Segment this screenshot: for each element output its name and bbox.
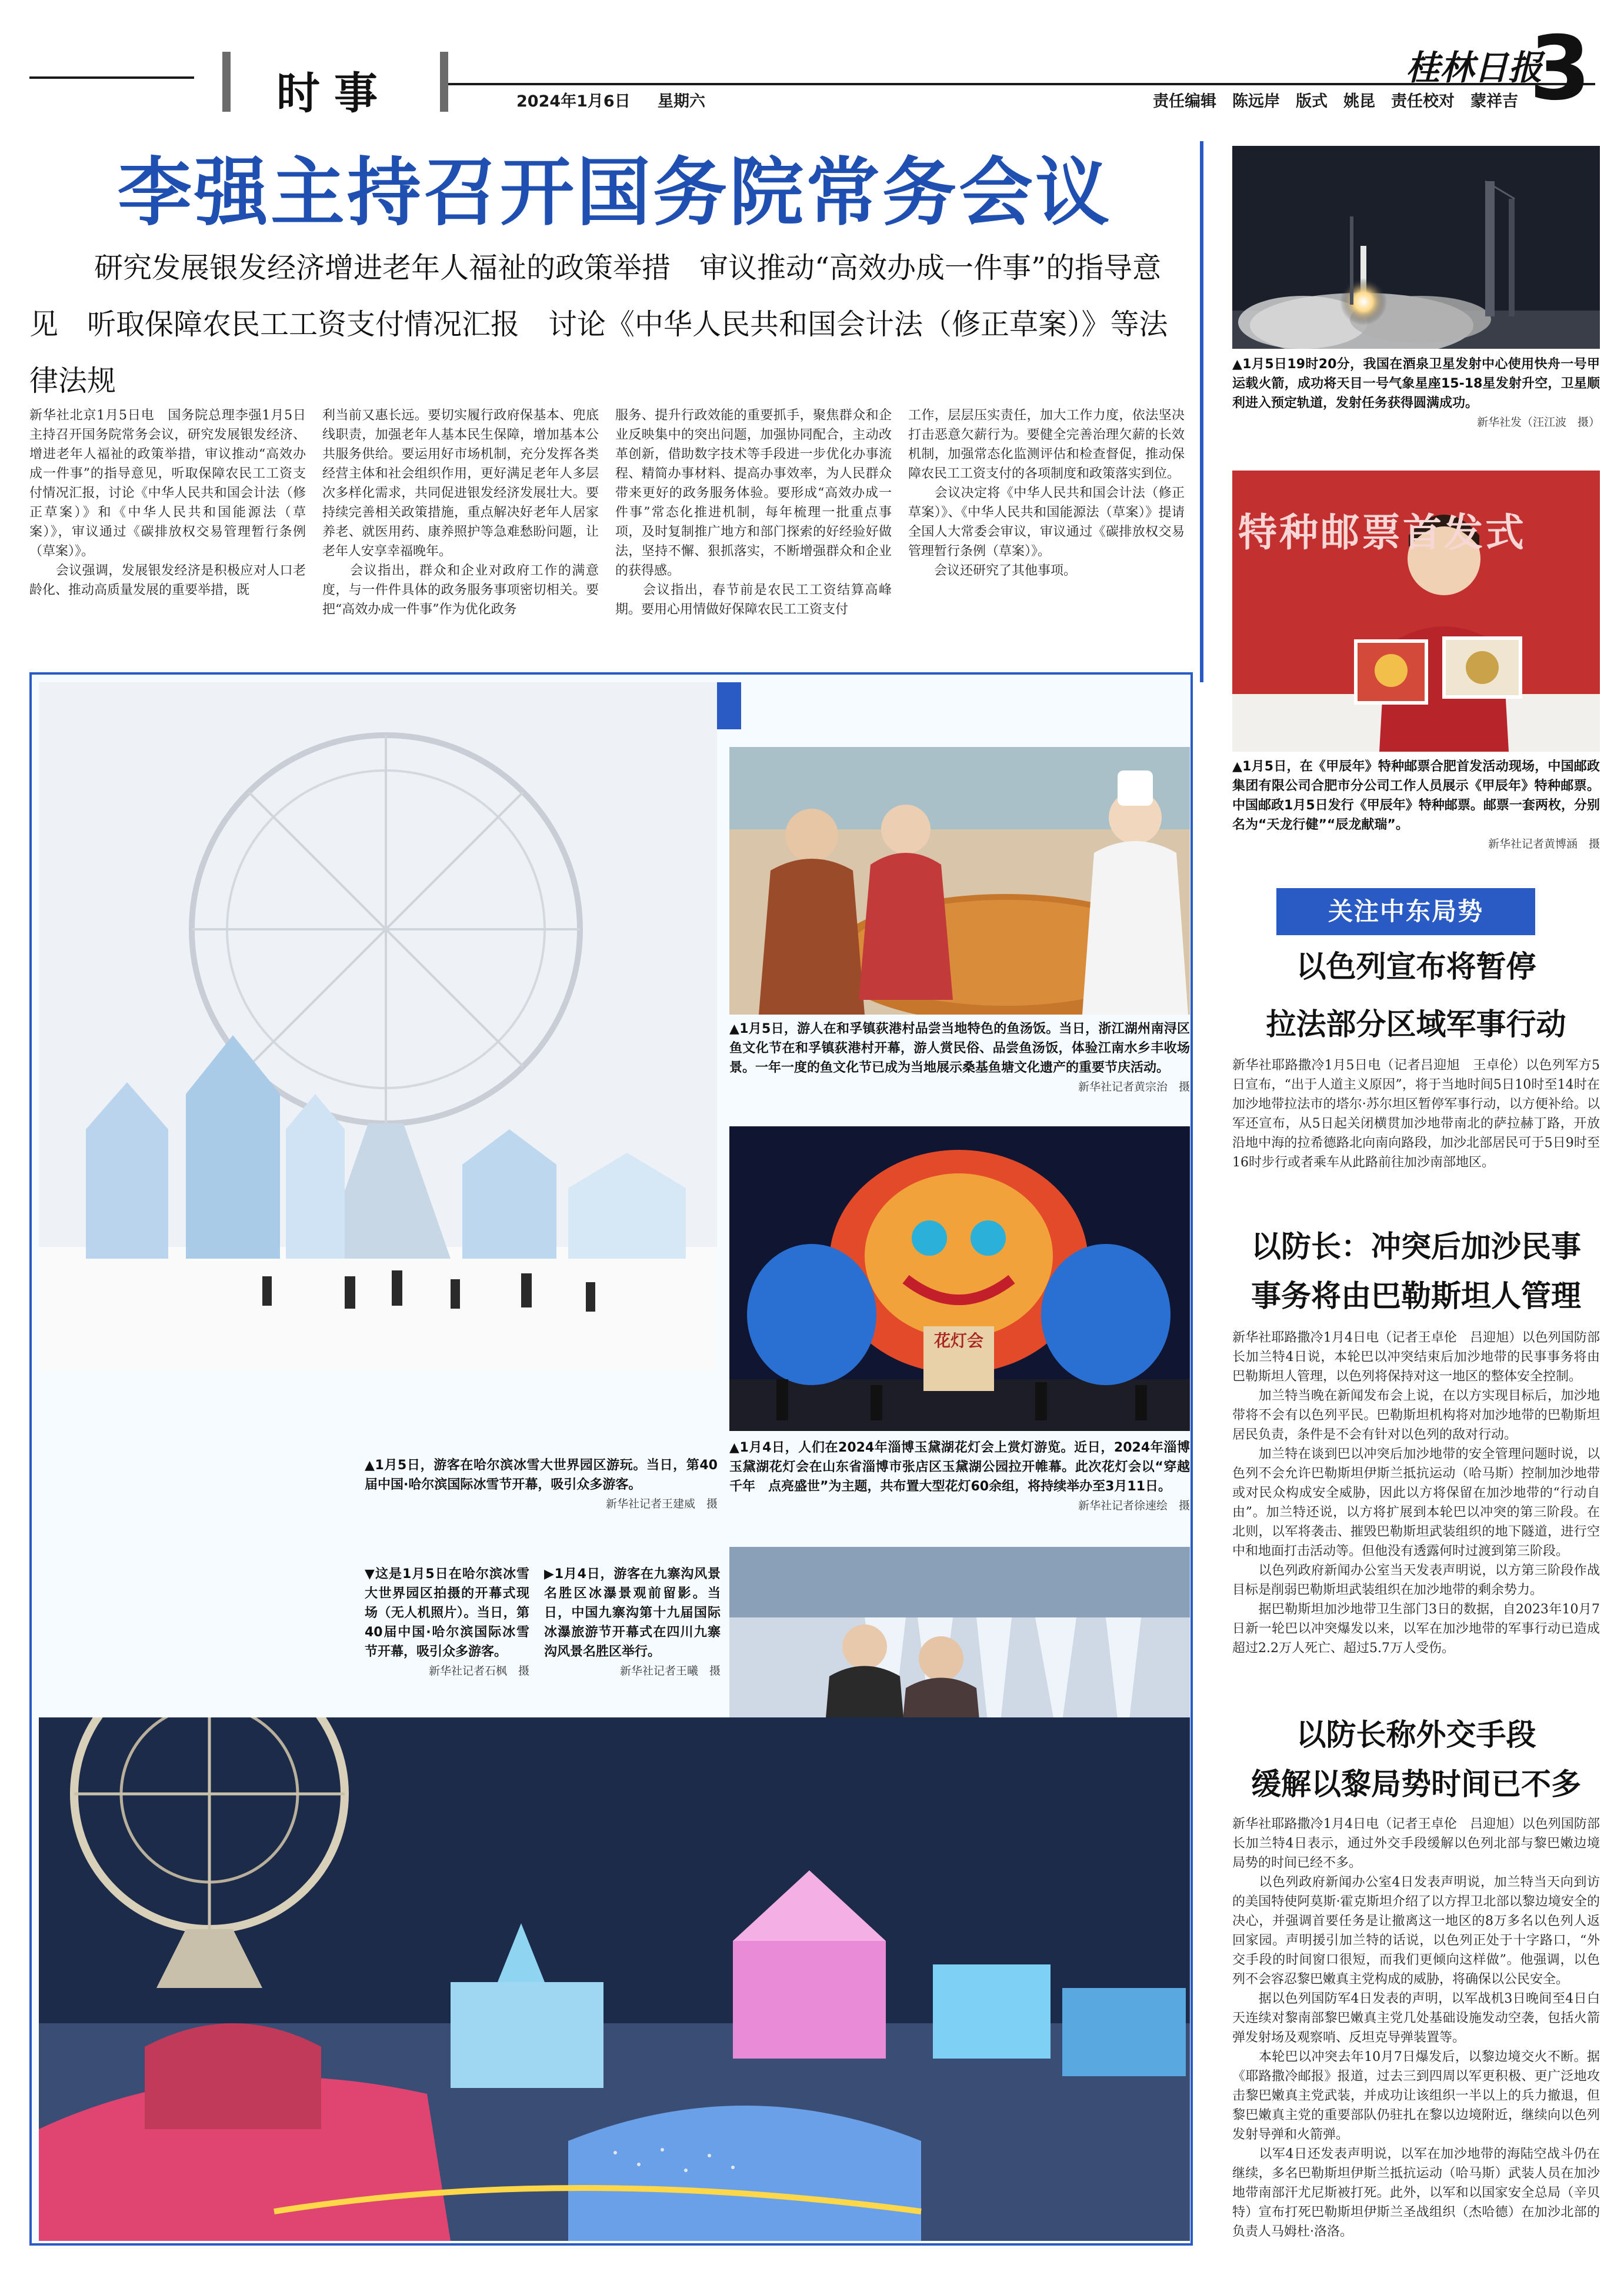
drone-night-illustration <box>39 1717 1190 2241</box>
mideast-article2-title-line2: 事务将由巴勒斯坦人管理 <box>1250 1279 1581 1314</box>
masthead-bar-left <box>222 52 231 112</box>
fish-festival-photo <box>729 747 1190 1015</box>
fish-festival-illustration <box>729 747 1190 1015</box>
drone-night-photo <box>39 1717 1190 2241</box>
lantern-festival-credit: 新华社记者徐速绘 摄 <box>1078 1499 1190 1512</box>
lantern-sign: 花灯会 <box>933 1331 983 1350</box>
lead-column-1: 新华社北京1月5日电 国务院总理李强1月5日主持召开国务院常务会议，研究发展银发经济、增进老年人福祉的政策举措，审议推动“高效办成一件事”的指导意见，听取保障农民工工资支付情况汇报，讨论《中华人民共和国会计法（修正草案）》和《中华人民共和国能源法（草案）》，审议通过《碳排放权交易管理暂行条例（草案）》。 会议强调，发展银发经济是积极应对人口老龄化、推动高质量发展的重要举措，既 <box>29 408 306 598</box>
lead-column-2: 利当前又惠长远。要切实履行政府保基本、兜底线职责，加强老年人基本民生保障，增加基本公共服务供给。要运用好市场机制，充分发挥各类经营主体和社会组织作用，更好满足老年人多层次多样化需求，共同促进银发经济发展壮大。要持续完善相关政策措施，重点解决好老年人居家养老、就医用药、康养照护等急难愁盼问题，让老年人安享幸福晚年。 会议指出，群众和企业对政府工作的满意度，与一件件具体的政务服务事项密切相关。要把“高效办成一件事”作为优化政务 <box>322 408 599 617</box>
masthead <box>0 0 1624 141</box>
masthead-rule-left <box>29 76 194 79</box>
mideast-article3-title-line1: 以防长称外交手段 <box>1296 1718 1536 1753</box>
lead-headline: 李强主持召开国务院常务会议 <box>118 149 1112 236</box>
mideast-article3-title-line2: 缓解以黎局势时间已不多 <box>1250 1767 1581 1802</box>
harbin-ice-world-photo <box>39 682 717 1370</box>
page-number: 3 <box>1529 18 1591 120</box>
stamp-release-caption-text: ▲1月5日，在《甲辰年》特种邮票合肥首发活动现场，中国邮政集团有限公司合肥市分公司工作人员展示《甲辰年》特种邮票。中国邮政1月5日发行《甲辰年》特种邮票。邮票一套两枚，分别名为“天龙行健”“辰龙献瑞”。 <box>1232 759 1600 832</box>
lantern-festival-photo <box>729 1126 1190 1431</box>
lead-right-rule <box>1200 141 1203 682</box>
fish-festival-caption <box>729 1019 1190 1125</box>
mideast-article2-title-line1: 以防长：冲突后加沙民事 <box>1250 1230 1581 1265</box>
lead-subtitle: 研究发展银发经济增进老年人福祉的政策举措 审议推动“高效办成一件事”的指导意见 听取保障农民工工资支付情况汇报 讨论《中华人民共和国会计法（修正草案）》等法律法规 <box>29 251 1168 398</box>
masthead-bar-right <box>440 52 448 112</box>
rocket-launch-photo <box>1232 146 1600 349</box>
rocket-launch-credit: 新华社发（汪江波 摄） <box>1476 416 1600 429</box>
paper-logo: 桂林日报 <box>1406 48 1543 88</box>
rocket-launch-caption <box>1232 355 1600 472</box>
lead-column-3: 服务、提升行政效能的重要抓手，聚焦群众和企业反映集中的突出问题，加强协同配合，主动改革创新，借助数字技术等手段进一步优化办事流程、精简办事材料、提高办事效率，为人民群众带来更好的政务服务体验。要形成“高效办成一件事”常态化推进机制，每年梳理一批重点事项，及时复制推广地方和部门探索的好经验好做法，坚持不懈、狠抓落实，不断增强群众和企业的获得感。 会议指出，春节前是农民工工资结算高峰期。要用心用情做好保障农民工工资支付 <box>615 408 892 617</box>
mideast-article1-title-line1: 以色列宣布将暂停 <box>1296 950 1536 985</box>
drone-opening-caption <box>365 1565 529 1729</box>
lantern-festival-illustration <box>729 1126 1190 1431</box>
lantern-festival-caption-text: ▲1月4日，人们在2024年淄博玉黛湖花灯会上赏灯游览。近日，2024年淄博玉黛湖花灯会在山东省淄博市张店区玉黛湖公园拉开帷幕。此次花灯会以“穿越千年 点亮盛世”为主题，共布置大型花灯60余组，将持续举办至3月11日。 <box>729 1440 1190 1494</box>
rocket-launch-illustration <box>1232 146 1600 349</box>
mideast-article2-body: 新华社耶路撒冷1月4日电（记者王卓伦 吕迎旭）以色列国防部长加兰特4日说，本轮巴以冲突结束后加沙地带的民事事务将由巴勒斯坦人管理，以色列将保持对这一地区的整体安全控制。 加兰特当晚在新闻发布会上说，在以方实现目标后，加沙地带将不会有以色列平民。巴勒斯坦机构将对加沙地带的巴勒斯坦居民负责，条件是不会有针对以色列的敌对行动。 加兰特在谈到巴以冲突后加沙地带的安全管理问题时说，以色列不会允许巴勒斯坦伊斯兰抵抗运动（哈马斯）控制加沙地带或对民众构成安全威胁，因此以方将保留在加沙地带的“行动自由”。加兰特还说，以方将扩展到本轮巴以冲突的第三阶段。在北则，以军将袭击、摧毁巴勒斯坦武装组织的地下隧道，进行空中和地面打击活动等。但他没有透露何时过渡到第三阶段。 以色列政府新闻办公室当天发表声明说，以方第三阶段作战目标是削弱巴勒斯坦武装组织在加沙地带的剩余势力。 据巴勒斯坦加沙地带卫生部门3日的数据，自2023年10月7日新一轮巴以冲突爆发以来，以军在加沙地带的军事行动已造成超过2.2万人死亡、超过5.7万人受伤。 <box>1232 1330 1600 1656</box>
jiuzhaigou-credit: 新华社记者王曦 摄 <box>619 1664 721 1677</box>
harbin-ice-world-illustration <box>39 682 717 1370</box>
section-label: 时事 <box>276 68 392 119</box>
stamp-release-credit: 新华社记者黄博涵 摄 <box>1488 838 1600 850</box>
drone-opening-caption-text: ▼这是1月5日在哈尔滨冰雪大世界园区拍摄的开幕式现场（无人机照片）。当日，第40届中国·哈尔滨国际冰雪节开幕，吸引众多游客。 <box>365 1567 529 1659</box>
harbin-ice-world-caption-text: ▲1月5日，游客在哈尔滨冰雪大世界园区游玩。当日，第40届中国·哈尔滨国际冰雪节开幕，吸引众多游客。 <box>365 1458 718 1492</box>
mideast-article1-body: 新华社耶路撒冷1月5日电（记者吕迎旭 王卓伦）以色列军方5日宣布，“出于人道主义原因”，将于当地时间5日10时至14时在加沙地带拉法市的塔尔·苏尔坦区暂停军事行动，以方便补给。以军还宣布，从5日起关闭横贯加沙地带南北的萨拉赫丁路，开放沿地中海的拉希德路北向南向路段，加沙北部居民可于5日9时至16时步行或者乘车从此路前往加沙南部地区。 <box>1232 1058 1600 1170</box>
stamp-release-caption <box>1232 757 1600 875</box>
drone-opening-credit: 新华社记者石枫 摄 <box>428 1664 529 1677</box>
mideast-article3-body: 新华社耶路撒冷1月4日电（记者王卓伦 吕迎旭）以色列国防部长加兰特4日表示，通过外交手段缓解以色列北部与黎巴嫩边境局势的时间已经不多。 以色列政府新闻办公室4日发表声明说，加兰特当天向到访的美国特使阿莫斯·霍克斯坦介绍了以方捍卫北部以黎边境安全的决心，并强调首要任务是让撤离这一地区的8万多名以色列人返回家园。声明援引加兰特的话说，以色列正处于十字路口，“外交手段的时间窗口很短，而我们更倾向这样做”。他强调，以色列不会容忍黎巴嫩真主党构成的威胁，将确保以公民安全。 据以色列国防军4日发表的声明，以军战机3日晚间至4日白天连续对黎南部黎巴嫩真主党几处基础设施发动空袭，包括火箭弹发射场及观察哨、反坦克导弹装置等。 本轮巴以冲突去年10月7日爆发后，以黎边境交火不断。据《耶路撒冷邮报》报道，过去三到四周以军更积极、更广泛地攻击黎巴嫩真主党武装，并成功让该组织一半以上的兵力撤退，但黎巴嫩真主党的重要部队仍驻扎在黎以边境附近，继续向以色列发射导弹和火箭弹。 以军4日还发表声明说，以军在加沙地带的海陆空战斗仍在继续，多名巴勒斯坦伊斯兰抵抗运动（哈马斯）武装人员在加沙地带南部汗尤尼斯被打死。此外，以军和以国家安全总局（辛贝特）宣布打死巴勒斯坦伊斯兰圣战组织（杰哈德）在加沙北部的负责人马姆杜·洛洛。 <box>1232 1817 1600 2239</box>
stamp-event-sign: 特种邮票首发式 <box>1238 510 1526 555</box>
harbin-ice-world-credit: 新华社记者王建威 摄 <box>605 1497 718 1510</box>
mideast-section-tag: 关注中东局势 <box>1276 888 1535 935</box>
jiuzhaigou-caption <box>544 1565 721 1729</box>
jiuzhaigou-caption-text: ▶1月4日，游客在九寨沟风景名胜区冰瀑景观前留影。当日，中国九寨沟第十九届国际冰瀑旅游节开幕式在四川九寨沟风景名胜区举行。 <box>544 1567 721 1659</box>
lead-column-4: 工作，层层压实责任，加大工作力度，依法坚决打击恶意欠薪行为。要健全完善治理欠薪的长效机制，加强常态化监测评估和检查督促，推动保障农民工工资支付的各项制度和政策落实到位。 会议决定将《中华人民共和国会计法（修正草案）》、《中华人民共和国能源法（草案）》提请全国人大常委会审议，审议通过《碳排放权交易管理暂行条例（草案）》。 会议还研究了其他事项。 <box>908 408 1185 578</box>
harbin-ice-world-caption <box>365 1456 718 1579</box>
fish-festival-caption-text: ▲1月5日，游人在和孚镇荻港村品尝当地特色的鱼汤饭。当日，浙江湖州南浔区鱼文化节在和孚镇荻港村开幕，游人赏民俗、品尝鱼汤饭，体验江南水乡丰收场景。一年一度的鱼文化节已成为当地展示桑基鱼塘文化遗产的重要节庆活动。 <box>729 1022 1190 1075</box>
lantern-festival-caption <box>729 1438 1190 1532</box>
issue-weekday: 星期六 <box>658 92 705 111</box>
fish-festival-credit: 新华社记者黄宗治 摄 <box>1078 1080 1190 1093</box>
editors-line: 责任编辑 陈远岸 版式 姚昆 责任校对 蒙祥吉 <box>1153 92 1518 111</box>
issue-date: 2024年1月6日 <box>516 92 631 111</box>
mideast-article1-title-line2: 拉法部分区域军事行动 <box>1266 1008 1566 1042</box>
rocket-launch-caption-text: ▲1月5日19时20分，我国在酒泉卫星发射中心使用快舟一号甲运载火箭，成功将天目一号气象星座15-18星发射升空，卫星顺利进入预定轨道，发射任务获得圆满成功。 <box>1232 357 1600 411</box>
stamp-release-photo <box>1232 471 1600 752</box>
